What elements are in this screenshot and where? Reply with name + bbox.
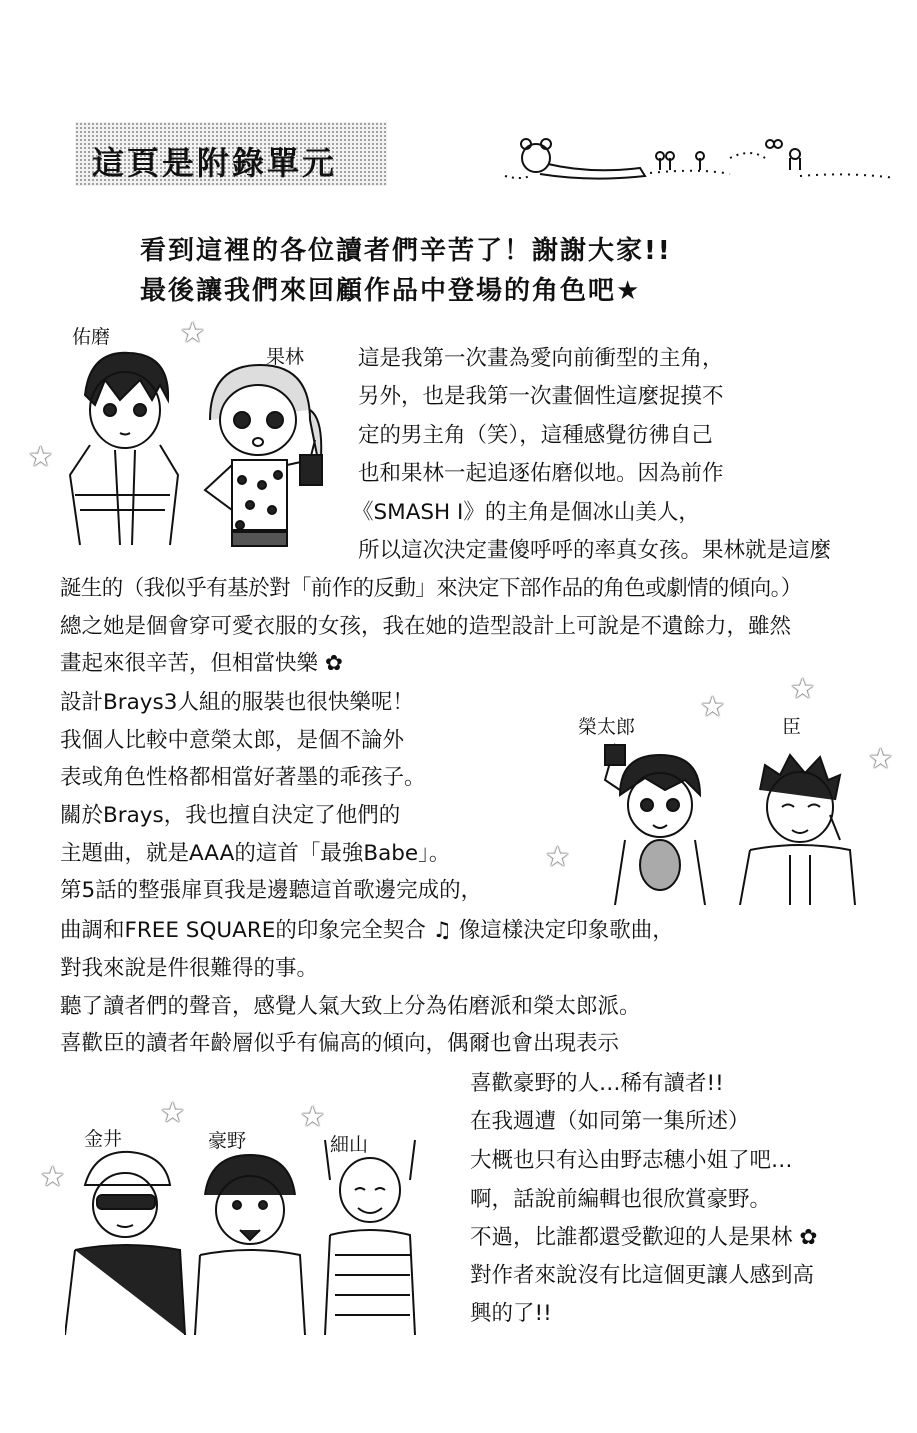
page-title: 這頁是附錄單元: [92, 144, 338, 182]
body-line: 在我週遭（如同第一集所述）: [470, 1109, 750, 1134]
body-line: 曲調和FREE SQUARE的印象完全契合 ♫ 像這樣決定印象歌曲，: [60, 918, 674, 943]
body-line: 主題曲，就是AAA的這首「最強Babe」。: [60, 841, 451, 866]
intro-line: 最後讓我們來回顧作品中登場的角色吧★: [140, 276, 642, 306]
star-icon: ★: [28, 440, 54, 473]
body-line: 對我來說是件很難得的事。: [60, 956, 319, 981]
illustration-shin: [730, 745, 870, 905]
body-line: 喜歡臣的讀者年齡層似乎有偏高的傾向，偶爾也會出現表示: [60, 1031, 620, 1056]
star-icon: ★: [790, 672, 816, 705]
body-line: 畫起來很辛苦，但相當快樂 ✿: [60, 651, 343, 676]
illustration-eitaro: [595, 740, 725, 905]
body-line: 關於Brays，我也擅自決定了他們的: [60, 803, 401, 828]
body-line: 另外，也是我第一次畫個性這麼捉摸不: [358, 384, 724, 409]
body-line: 所以這次決定畫傻呼呼的率真女孩。果林就是這麼: [358, 538, 832, 563]
label-eitaro: 榮太郎: [578, 716, 636, 738]
label-karin: 果林: [266, 346, 305, 368]
star-icon: ★: [180, 316, 206, 349]
star-icon: ★: [160, 1096, 186, 1129]
body-line: 大概也只有込由野志穗小姐了吧…: [470, 1148, 793, 1173]
label-shin: 臣: [782, 716, 802, 738]
bear-doodle-icon: [500, 128, 900, 190]
body-line: 對作者來說沒有比這個更讓人感到高: [470, 1263, 815, 1288]
body-line: 表或角色性格都相當好著墨的乖孩子。: [60, 765, 426, 790]
body-line: 興的了!!: [470, 1301, 552, 1326]
star-icon: ★: [868, 742, 894, 775]
label-kanai: 金井: [84, 1128, 123, 1150]
label-gouno: 豪野: [208, 1130, 247, 1152]
body-line: 定的男主角（笑），這種感覺彷彿自己: [358, 423, 713, 448]
body-line: 設計Brays3人組的服裝也很快樂呢！: [60, 690, 414, 715]
illustration-yuma: [60, 345, 185, 550]
body-line: 也和果林一起追逐佑磨似地。因為前作: [358, 461, 724, 486]
body-line: 我個人比較中意榮太郎，是個不論外: [60, 728, 405, 753]
body-line: 誕生的（我似乎有基於對「前作的反動」來決定下部作品的角色或劇情的傾向。）: [60, 576, 802, 601]
body-line: 啊，話說前編輯也很欣賞豪野。: [470, 1187, 772, 1212]
star-icon: ★: [700, 690, 726, 723]
label-hosoyama: 細山: [330, 1134, 369, 1156]
star-icon: ★: [545, 840, 571, 873]
body-line: 不過，比誰都還受歡迎的人是果林 ✿: [470, 1225, 818, 1250]
body-line: 這是我第一次畫為愛向前衝型的主角，: [358, 346, 724, 371]
body-line: 總之她是個會穿可愛衣服的女孩，我在她的造型設計上可說是不遺餘力，雖然: [60, 614, 792, 639]
body-line: 第5話的整張扉頁我是邊聽這首歌邊完成的，: [60, 878, 483, 903]
body-line: 《SMASH I》的主角是個冰山美人，: [352, 500, 700, 525]
illustration-kanai-gouno-hosoyama: [65, 1140, 455, 1335]
intro-line: 看到這裡的各位讀者們辛苦了！謝謝大家!!: [140, 236, 672, 266]
illustration-karin: [190, 360, 340, 550]
star-icon: ★: [40, 1160, 66, 1193]
body-line: 喜歡豪野的人…稀有讀者!!: [470, 1071, 724, 1096]
body-line: 聽了讀者們的聲音，感覺人氣大致上分為佑磨派和榮太郎派。: [60, 994, 641, 1019]
label-yuma: 佑磨: [72, 326, 111, 348]
star-icon: ★: [300, 1100, 326, 1133]
